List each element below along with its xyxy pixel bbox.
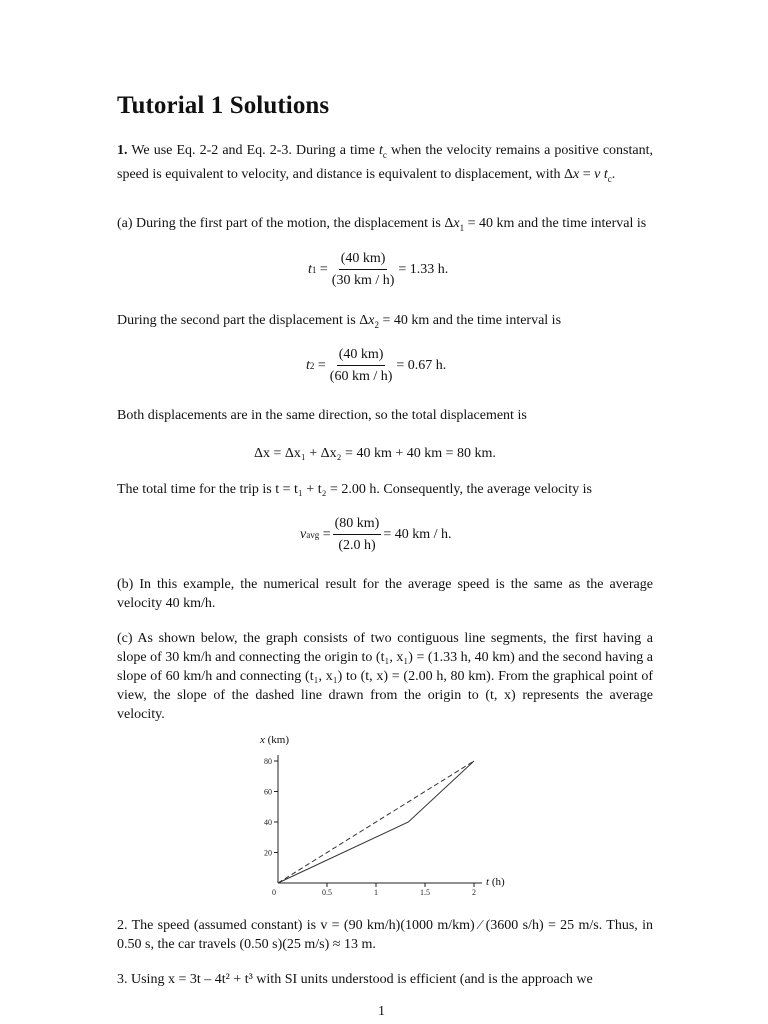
x-tick-label: 1 [374, 888, 378, 897]
text-run: (80 km) [333, 516, 382, 535]
y-tick-label: 40 [264, 818, 272, 827]
text-run: t [379, 143, 383, 158]
text-run: t [306, 358, 310, 373]
page-title: Tutorial 1 Solutions [117, 92, 330, 119]
text-run: x [572, 166, 580, 182]
text-run: 1 [459, 222, 465, 233]
part-a-text [117, 214, 653, 238]
text-run: (a) During the first part of the motion, the displacement is Δ [117, 216, 454, 231]
text-run: (30 km / h) [331, 273, 395, 288]
text-run: (2.0 h) [338, 538, 376, 553]
equation-t1: t 1 = $\frac{(40 km)}{(30 km / h)}$ = 1.33 h. [308, 251, 449, 288]
position-time-chart [250, 735, 530, 900]
text-run: = 40 km and the time interval is [378, 313, 562, 328]
total-time-text: The total time for the trip is t = t₁ + t₂ = 2.00 h. Consequently, the average velocity is [117, 482, 592, 497]
text-run: c [607, 173, 612, 184]
x-tick-label: 0 [272, 888, 276, 897]
part-b-text: (b) In this example, the numerical result for the average speed is the same as the average velocity 40 km/h. [117, 577, 653, 611]
problem-2-text: 2. The speed (assumed constant) is v = (90 km/h)(1000 m/km) ⁄ (3600 s/h) = 25 m/s. Thus, in 0.50 s, the car travels (0.50 s)(25 m/s) ≈ 13 m. [117, 918, 653, 952]
x-tick-label: 0.5 [322, 888, 332, 897]
y-tick-label: 60 [264, 787, 272, 797]
text-run: when the velocity remains a positive constant, speed is equivalent to velocity, and distance is equivalent to displacement, with Δ [117, 143, 653, 182]
text-run: During the second part the displacement is Δ [117, 313, 369, 328]
y-tick-label: 20 [264, 848, 272, 858]
average-velocity-dashed-line [278, 761, 474, 883]
problem-number: 1. [117, 143, 128, 158]
text-run: (40 km) [337, 347, 386, 366]
text-run: x [453, 216, 460, 231]
text-run: 2 [374, 319, 379, 330]
total-displacement-text: Both displacements are in the same direction, so the total displacement is [117, 408, 527, 423]
text-run: = 40 km / h. [383, 527, 452, 542]
x-axis-label: t (h) [486, 876, 505, 888]
x-tick-label: 2 [472, 888, 476, 897]
text-run: (40 km) [339, 251, 388, 270]
text-run: c [382, 149, 387, 160]
text-run: = [579, 166, 595, 182]
y-tick-label: 80 [264, 757, 272, 766]
text-run: avg [306, 530, 320, 540]
page-number: 1 [378, 1004, 385, 1019]
text-run: t [308, 262, 312, 277]
y-axis-label: x (km) [260, 735, 290, 746]
text-run: 2 [309, 361, 315, 371]
equation-total-displacement: Δx = Δx₁ + Δx₂ = 40 km + 40 km = 80 km. [254, 446, 496, 461]
part-c-text: (c) As shown below, the graph consists of two contiguous line segments, the first having a slope of 30 km/h and connecting the origin to (t₁, x₁) = (1.33 h, 40 km) and the second having a slope of 60 km/h and connecting (t₁, x₁) to (t, x) = (2.00 h, 80 km). From the graphical point of view, the slope of the dashed line drawn from the origin to (t, x) represents the average velocity. [117, 631, 653, 722]
text-run: . [611, 166, 616, 182]
text-run: = 1.33 h. [398, 262, 449, 277]
text-run: v [300, 527, 307, 542]
equation-t2: t 2 = $\frac{(40 km)}{(60 km / h)}$ = 0.67 h. [306, 347, 447, 384]
problem-3-text: 3. Using x = 3t – 4t² + t³ with SI units understood is efficient (and is the approach we [117, 972, 593, 987]
text-run: = 40 km and the time interval is [464, 216, 647, 231]
text-run: = 0.67 h. [396, 358, 447, 373]
text-run: We use Eq. 2-2 and Eq. 2-3. During a time [127, 143, 379, 158]
text-run: v t [594, 166, 608, 182]
text-run: 1 [311, 265, 317, 275]
part-a-second [117, 311, 653, 335]
problem-1-intro [117, 141, 653, 189]
text-run: (60 km / h) [329, 369, 393, 384]
text-run: x [368, 313, 375, 328]
x-tick-label: 1.5 [420, 888, 430, 897]
equation-average-velocity: v avg = $\frac{(80 km)}{(2.0 h)}$ = 40 km / h. [300, 516, 452, 553]
